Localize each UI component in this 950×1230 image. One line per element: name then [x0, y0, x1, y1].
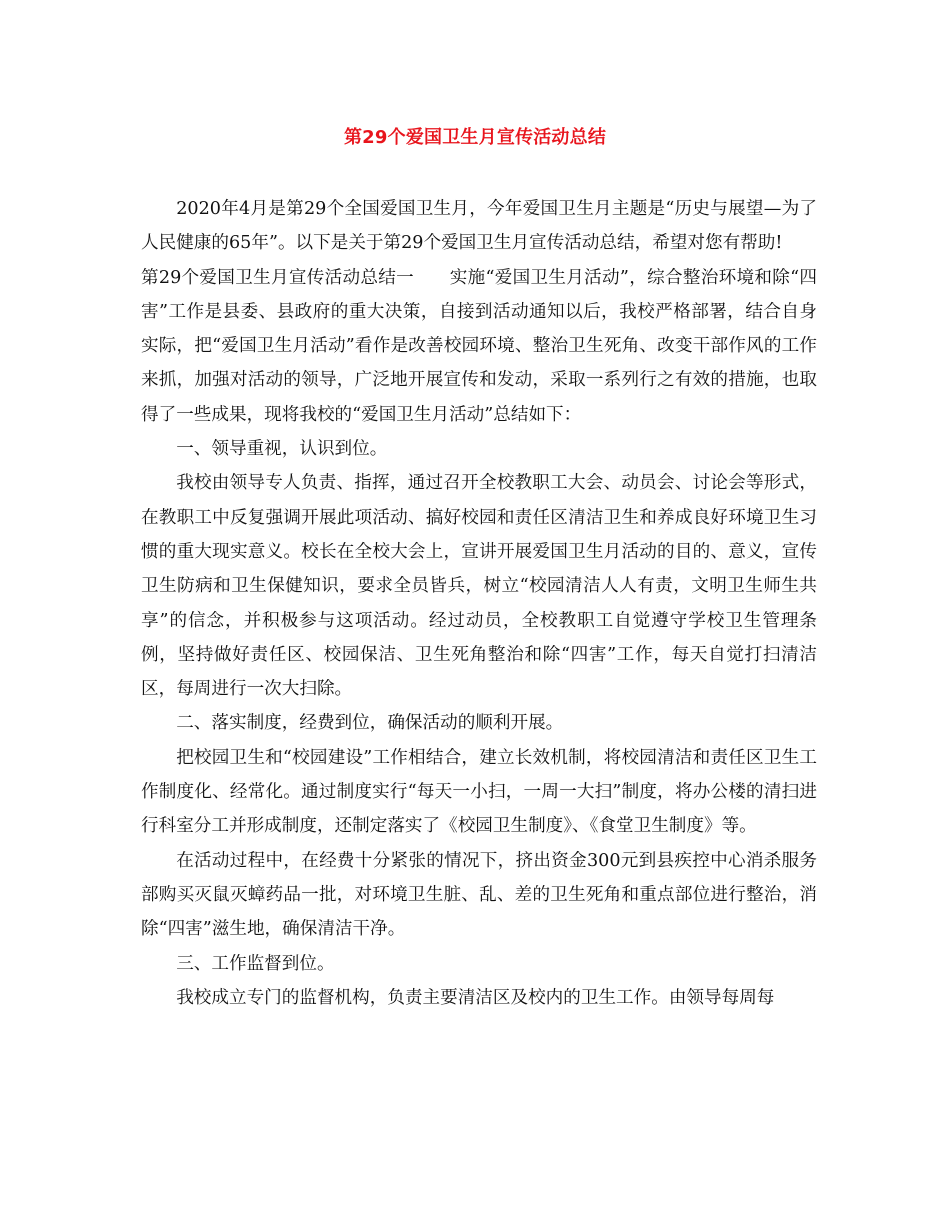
- section-heading-one: 一、领导重视，认识到位。: [176, 439, 388, 460]
- paragraph-summary-one: 第29个爱国卫生月宣传活动总结一 实施“爱国卫生月活动”，综合整治环境和除“四害”工作是县委、县政府的重大决策，自接到活动通知以后，我校严格部署，结合自身实际，把“爱国卫生月活动”看作是改善校园环境、整治卫生死角、改变干部作风的工作来抓，加强对活动的领导，广泛地开展宣传和发动，采取一系列行之有效的措施，也取得了一些成果，现将我校的“爱国卫生月活动”总结如下：: [141, 267, 817, 425]
- paragraph-intro: 2020年4月是第29个全国爱国卫生月，今年爱国卫生月主题是“历史与展望—为了人民健康的65年”。以下是关于第29个爱国卫生月宣传活动总结，希望对您有帮助!: [141, 199, 817, 254]
- paragraph-supervision: 我校成立专门的监督机构，负责主要清洁区及校内的卫生工作。由领导每周每: [176, 987, 775, 1008]
- paragraph-system: 把校园卫生和“校园建设”工作相结合，建立长效机制，将校园清洁和责任区卫生工作制度化、经常化。通过制度实行“每天一小扫，一周一大扫”制度，将办公楼的清扫进行科室分工并形成制度，还制定落实了《校园卫生制度》、《食堂卫生制度》等。: [141, 747, 817, 837]
- document-title: 第29个爱国卫生月宣传活动总结: [343, 127, 607, 148]
- section-heading-three: 三、工作监督到位。: [176, 953, 335, 974]
- document-body: [141, 192, 817, 1015]
- paragraph-leadership: 我校由领导专人负责、指挥，通过召开全校教职工大会、动员会、讨论会等形式，在教职工中反复强调开展此项活动、搞好校园和责任区清洁卫生和养成良好环境卫生习惯的重大现实意义。校长在全校大会上，宣讲开展爱国卫生月活动的目的、意义，宣传卫生防病和卫生保健知识，要求全员皆兵，树立“校园清洁人人有责，文明卫生师生共享”的信念，并积极参与这项活动。经过动员，全校教职工自觉遵守学校卫生管理条例，坚持做好责任区、校园保洁、卫生死角整治和除“四害”工作，每天自觉打扫清洁区，每周进行一次大扫除。: [141, 473, 817, 700]
- section-heading-two: 二、落实制度，经费到位，确保活动的顺利开展。: [176, 713, 564, 734]
- paragraph-funding: 在活动过程中，在经费十分紧张的情况下，挤出资金300元到县疾控中心消杀服务部购买灭鼠灭蟑药品一批，对环境卫生脏、乱、差的卫生死角和重点部位进行整治，消除“四害”滋生地，确保清洁干净。: [141, 850, 817, 940]
